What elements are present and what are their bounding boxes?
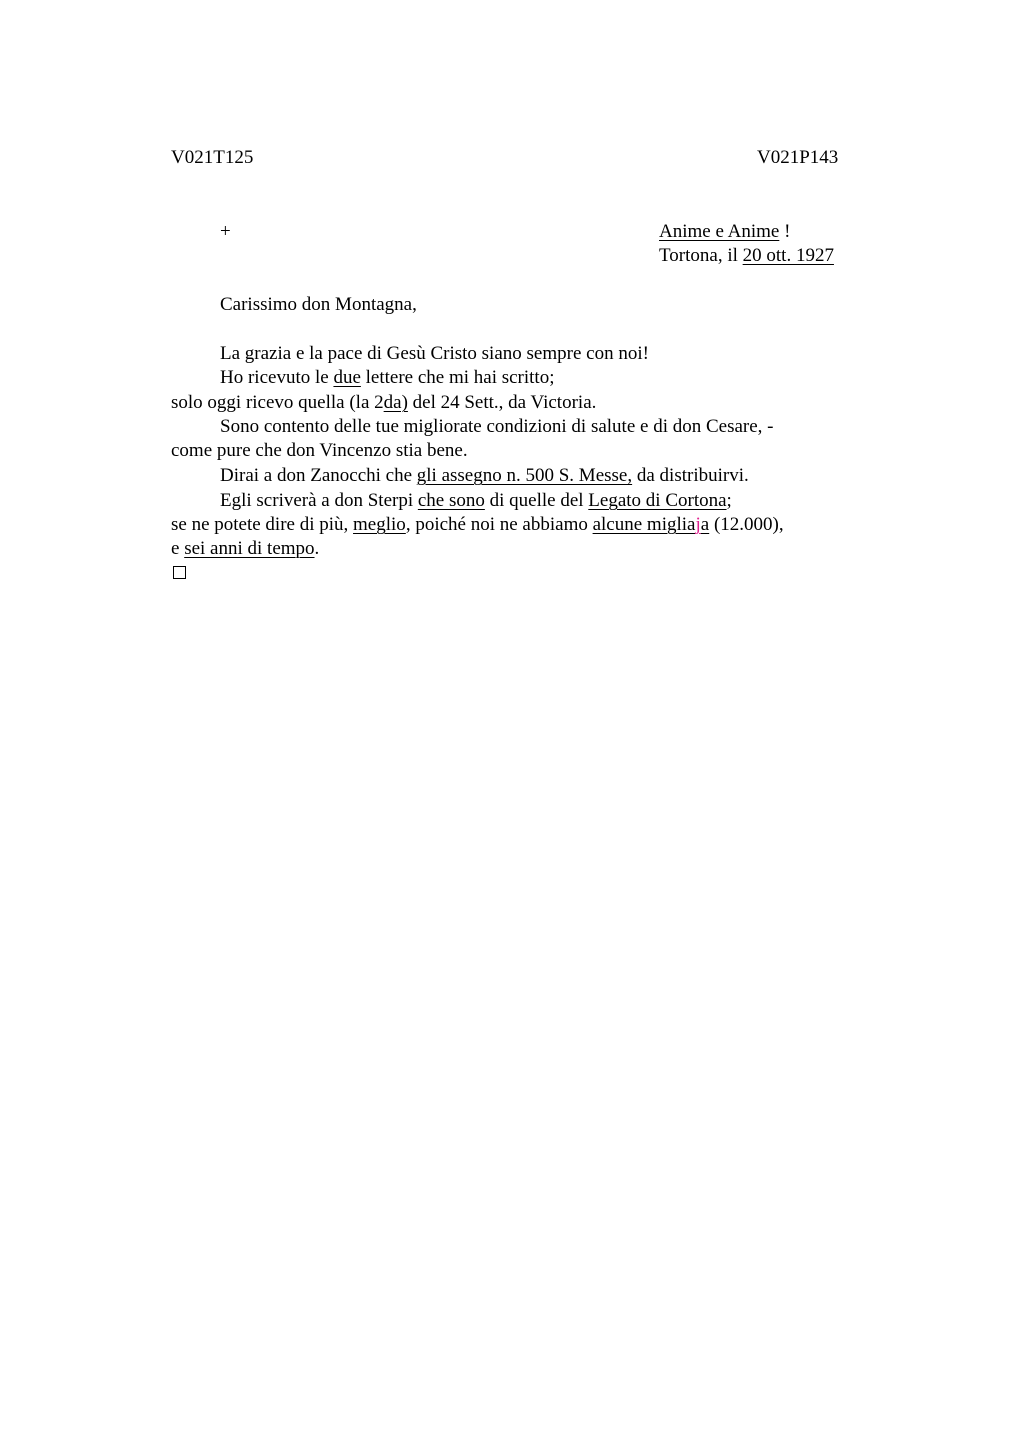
underlined-run: che sono — [417, 490, 485, 511]
date-line — [659, 244, 834, 268]
motto-exclamation: ! — [779, 221, 791, 242]
text-run: del 24 Sett., da Victoria. — [407, 392, 597, 413]
body-line-6 — [220, 464, 749, 488]
document-code-left: V021T125 — [171, 147, 254, 168]
underlined-run: alcune miglia — [592, 514, 696, 535]
underlined-run: da) — [383, 392, 408, 413]
text-run: , poiché noi ne abbiamo — [405, 514, 593, 535]
correction-mark: j — [695, 514, 701, 535]
body-line-3 — [171, 391, 596, 415]
body-line-2 — [220, 366, 555, 390]
underlined-run: due — [333, 367, 361, 388]
motto-text: Anime e Anime — [659, 221, 780, 242]
text-run: (12.000), — [709, 514, 784, 535]
date-prefix: Tortona, il — [659, 245, 743, 266]
body-line-9 — [171, 537, 319, 561]
body-line-1: La grazia e la pace di Gesù Cristo siano sempre con noi! — [220, 343, 649, 364]
text-run: da distribuirvi. — [632, 465, 749, 486]
cross-symbol: + — [220, 221, 231, 242]
text-run: Ho ricevuto le — [220, 367, 334, 388]
body-line-8 — [171, 513, 784, 537]
underlined-run: sei anni di tempo — [184, 538, 315, 559]
underlined-run: a — [700, 514, 710, 535]
underlined-run: meglio — [353, 514, 406, 535]
document-code-right: V021P143 — [757, 147, 839, 168]
body-line-5: come pure che don Vincenzo stia bene. — [171, 440, 468, 461]
text-run: e — [171, 538, 185, 559]
text-run: di quelle del — [484, 490, 589, 511]
body-line-4: Sono contento delle tue migliorate condizioni di salute e di don Cesare, - — [220, 416, 774, 437]
underlined-run: Legato di Cortona — [588, 490, 727, 511]
text-run: se ne potete dire di più, — [171, 514, 354, 535]
text-run: Dirai a don Zanocchi che — [220, 465, 417, 486]
underlined-run: gli assegno n. 500 S. Messe, — [416, 465, 633, 486]
salutation: Carissimo don Montagna, — [220, 294, 417, 315]
motto-line — [659, 220, 790, 244]
letter-date: 20 ott. 1927 — [742, 245, 834, 266]
text-run: lettere che mi hai scritto; — [360, 367, 555, 388]
text-run: . — [314, 538, 320, 559]
text-run: Egli scriverà a don Sterpi — [220, 490, 418, 511]
text-run: solo oggi ricevo quella (la 2 — [171, 392, 384, 413]
text-run: ; — [726, 490, 732, 511]
end-box-icon — [173, 566, 186, 579]
body-line-7 — [220, 489, 732, 513]
